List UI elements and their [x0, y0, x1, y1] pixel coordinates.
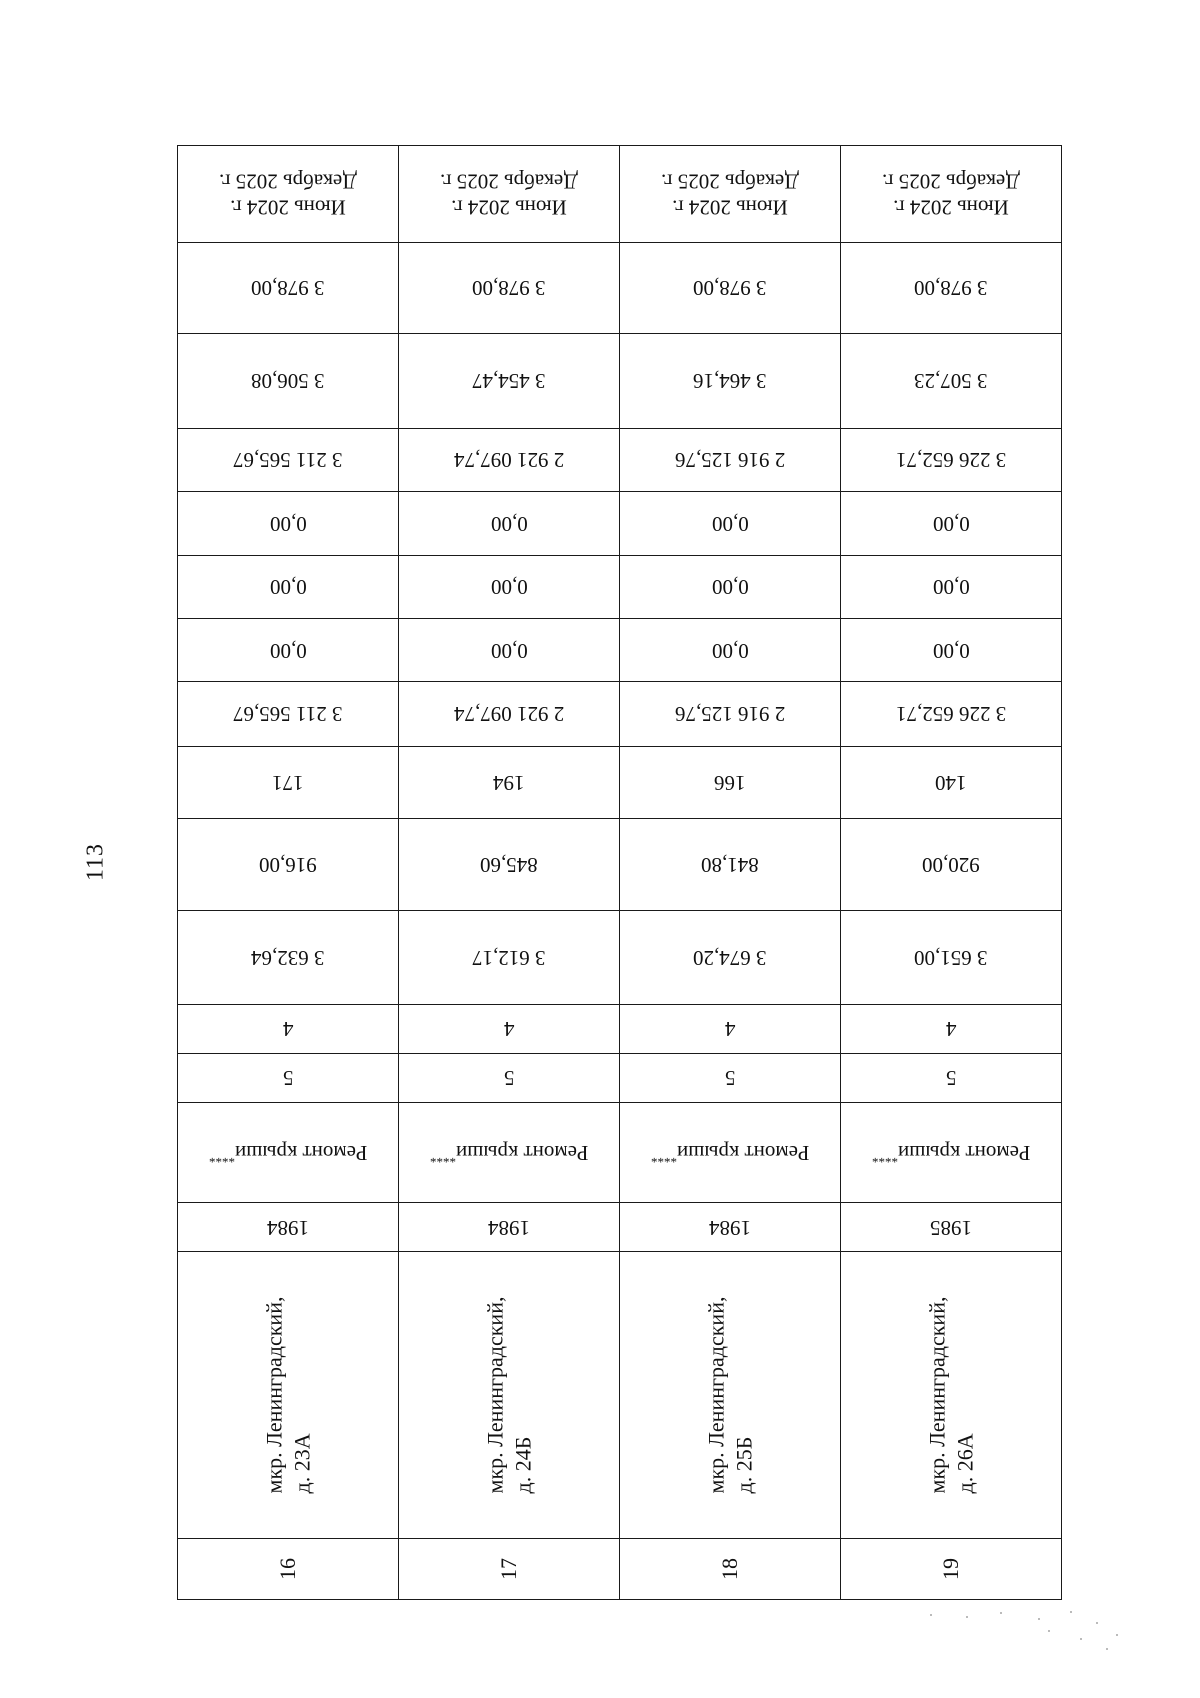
cell-fund-b: 0,00	[620, 555, 841, 618]
cell-fund-b: 0,00	[178, 555, 399, 618]
cell-cost-fund: 3 211 565,67	[178, 428, 399, 491]
cell-work-type: Ремонт крыши****	[841, 1102, 1062, 1203]
cell-fund-a: 0,00	[178, 618, 399, 681]
page-number: 113	[82, 842, 109, 882]
row-fund-b	[178, 555, 1062, 618]
cell-cost-fund: 2 916 125,76	[620, 428, 841, 491]
cell-address: мкр. Ленинградский, д. 23А	[178, 1251, 399, 1538]
row-year	[178, 1203, 1062, 1251]
cell-residents: 171	[178, 746, 399, 818]
cell-unit-cost: 3 454,47	[399, 334, 620, 429]
cell-residents: 166	[620, 746, 841, 818]
cell-number: 16	[178, 1538, 399, 1599]
row-cost-total	[178, 682, 1062, 746]
cell-roof-area: 916,00	[178, 819, 399, 911]
cell-period: Июнь 2024 г. Декабрь 2025 г.	[620, 146, 841, 243]
row-period	[178, 146, 1062, 243]
cell-address: мкр. Ленинградский, д. 24Б	[399, 1251, 620, 1538]
cell-number: 18	[620, 1538, 841, 1599]
cell-floors: 5	[399, 1053, 620, 1102]
cell-fund-c: 0,00	[178, 492, 399, 555]
cell-total-area: 3 674,20	[620, 910, 841, 1005]
cell-fund-c: 0,00	[620, 492, 841, 555]
cell-number: 19	[841, 1538, 1062, 1599]
cell-fund-a: 0,00	[399, 618, 620, 681]
cell-cost-total: 3 211 565,67	[178, 682, 399, 746]
cell-fund-c: 0,00	[841, 492, 1062, 555]
cell-roof-area: 845,60	[399, 819, 620, 911]
row-cost-fund	[178, 428, 1062, 491]
cell-limit-cost: 3 978,00	[620, 242, 841, 334]
cell-entrances: 4	[399, 1005, 620, 1053]
cell-fund-b: 0,00	[399, 555, 620, 618]
cell-cost-fund: 3 226 652,71	[841, 428, 1062, 491]
row-fund-a	[178, 618, 1062, 681]
cell-year: 1984	[399, 1203, 620, 1251]
row-total-area	[178, 910, 1062, 1005]
row-fund-c	[178, 492, 1062, 555]
cell-fund-a: 0,00	[841, 618, 1062, 681]
cell-total-area: 3 632,64	[178, 910, 399, 1005]
cell-work-type: Ремонт крыши****	[178, 1102, 399, 1203]
cell-fund-a: 0,00	[620, 618, 841, 681]
cell-cost-fund: 2 921 097,74	[399, 428, 620, 491]
cell-period: Июнь 2024 г. Декабрь 2025 г.	[841, 146, 1062, 243]
cell-unit-cost: 3 464,16	[620, 334, 841, 429]
cell-roof-area: 920,00	[841, 819, 1062, 911]
row-number	[178, 1538, 1062, 1599]
cell-address: мкр. Ленинградский, д. 25Б	[620, 1251, 841, 1538]
cell-entrances: 4	[178, 1005, 399, 1053]
cell-period: Июнь 2024 г. Декабрь 2025 г.	[178, 146, 399, 243]
cell-number: 17	[399, 1538, 620, 1599]
cell-unit-cost: 3 506,08	[178, 334, 399, 429]
cell-floors: 5	[178, 1053, 399, 1102]
cell-year: 1984	[620, 1203, 841, 1251]
cell-roof-area: 841,80	[620, 819, 841, 911]
cell-cost-total: 2 921 097,74	[399, 682, 620, 746]
row-unit-cost	[178, 334, 1062, 429]
cell-limit-cost: 3 978,00	[841, 242, 1062, 334]
row-work-type	[178, 1102, 1062, 1203]
cell-year: 1985	[841, 1203, 1062, 1251]
scan-noise	[920, 1608, 1140, 1668]
row-floors	[178, 1053, 1062, 1102]
cell-residents: 194	[399, 746, 620, 818]
cell-limit-cost: 3 978,00	[399, 242, 620, 334]
cell-address: мкр. Ленинградский, д. 26А	[841, 1251, 1062, 1538]
cell-residents: 140	[841, 746, 1062, 818]
cell-year: 1984	[178, 1203, 399, 1251]
cell-total-area: 3 651,00	[841, 910, 1062, 1005]
row-residents	[178, 746, 1062, 818]
cell-floors: 5	[841, 1053, 1062, 1102]
cell-work-type: Ремонт крыши****	[620, 1102, 841, 1203]
row-roof-area	[178, 819, 1062, 911]
cell-unit-cost: 3 507,23	[841, 334, 1062, 429]
row-limit-cost	[178, 242, 1062, 334]
row-entrances	[178, 1005, 1062, 1053]
cell-fund-b: 0,00	[841, 555, 1062, 618]
cell-limit-cost: 3 978,00	[178, 242, 399, 334]
row-address	[178, 1251, 1062, 1538]
cell-entrances: 4	[841, 1005, 1062, 1053]
cell-work-type: Ремонт крыши****	[399, 1102, 620, 1203]
cell-fund-c: 0,00	[399, 492, 620, 555]
cell-floors: 5	[620, 1053, 841, 1102]
cell-cost-total: 2 916 125,76	[620, 682, 841, 746]
repair-schedule-table	[177, 145, 1062, 1600]
cell-cost-total: 3 226 652,71	[841, 682, 1062, 746]
cell-period: Июнь 2024 г. Декабрь 2025 г.	[399, 146, 620, 243]
cell-total-area: 3 612,17	[399, 910, 620, 1005]
cell-entrances: 4	[620, 1005, 841, 1053]
